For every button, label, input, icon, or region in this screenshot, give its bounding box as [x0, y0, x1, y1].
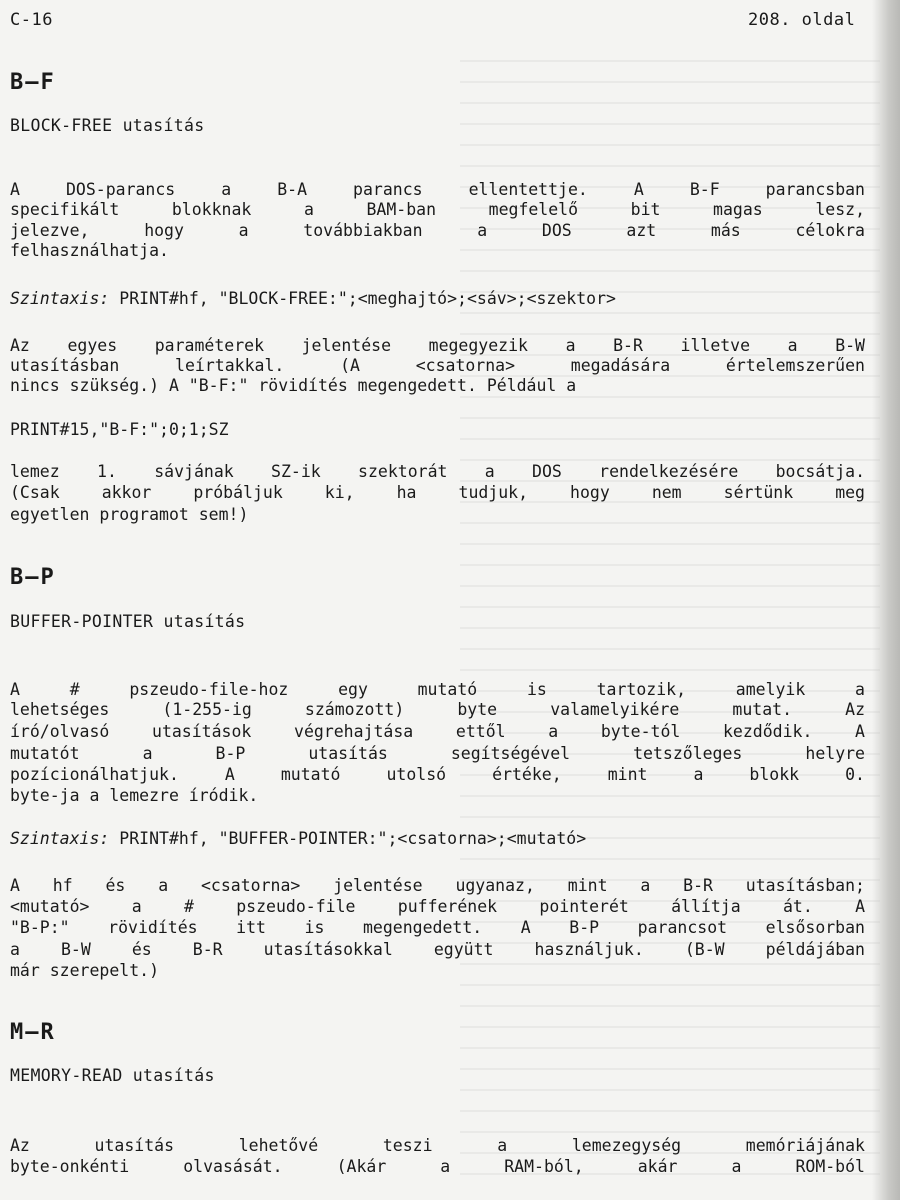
paragraph-line: író/olvasó utasítások végrehajtása ettől a byte-tól kezdődik. A — [10, 722, 865, 741]
paragraph-line: egyetlen programot sem!) — [10, 505, 249, 524]
header-page-number: 208. oldal — [748, 10, 856, 30]
paragraph-line: utasításban leírtakkal. (A <csatorna> megadására értelemszerűen — [10, 356, 865, 375]
paragraph-line: lemez 1. sávjának SZ-ik szektorát a DOS rendelkezésére bocsátja. — [10, 462, 865, 481]
syntax-text: PRINT#hf, "BLOCK-FREE:";<meghajtó>;<sáv>;<szektor> — [119, 289, 616, 308]
paragraph-line: felhasználhatja. — [10, 241, 169, 260]
paragraph-line: nincs szükség.) A "B-F:" rövidítés megengedett. Például a — [10, 376, 577, 395]
section-code: B—F — [10, 70, 56, 95]
paragraph-line: specifikált blokknak a BAM-ban megfelelő bit magas lesz, — [10, 200, 865, 219]
paragraph-line: Az egyes paraméterek jelentése megegyezik a B-R illetve a B-W — [10, 336, 865, 355]
paragraph-line: byte-ja a lemezre íródik. — [10, 786, 259, 805]
paragraph-line: mutatót a B-P utasítás segítségével tetszőleges helyre — [10, 744, 865, 763]
syntax-label: Szintaxis: — [10, 829, 110, 848]
paragraph-line: (Csak akkor próbáljuk ki, ha tudjuk, hogy nem sértünk meg — [10, 483, 865, 502]
paragraph-line: jelezve, hogy a továbbiakban a DOS azt más célokra — [10, 221, 865, 240]
paragraph-line: "B-P:" rövidítés itt is megengedett. A B-P parancsot elsősorban — [10, 918, 865, 937]
paragraph-line: már szerepelt.) — [10, 961, 160, 980]
section-title: MEMORY-READ utasítás — [10, 1066, 215, 1085]
paragraph-line: pozícionálhatjuk. A mutató utolsó értéke, mint a blokk 0. — [10, 765, 865, 784]
paragraph-line: Az utasítás lehetővé teszi a lemezegység memóriájának — [10, 1136, 865, 1155]
syntax-text: PRINT#hf, "BUFFER-POINTER:";<csatorna>;<mutató> — [119, 829, 587, 848]
section-title: BUFFER-POINTER utasítás — [10, 612, 246, 631]
section-code: B—P — [10, 565, 56, 590]
page-edge-shadow — [872, 0, 900, 1200]
header-chapter: C-16 — [10, 10, 53, 30]
paragraph-line: A # pszeudo-file-hoz egy mutató is tartozik, amelyik a — [10, 680, 865, 699]
paragraph-line: A DOS-parancs a B-A parancs ellentettje. A B-F parancsban — [10, 180, 865, 199]
paragraph-line: a B-W és B-R utasításokkal együtt használjuk. (B-W példájában — [10, 940, 865, 959]
paragraph-line: byte-onkénti olvasását. (Akár a RAM-ból, akár a ROM-ból — [10, 1157, 865, 1176]
section-code: M—R — [10, 1020, 56, 1045]
code-example: PRINT#15,"B-F:";0;1;SZ — [10, 420, 229, 439]
paragraph-line: A hf és a <csatorna> jelentése ugyanaz, mint a B-R utasításban; — [10, 876, 865, 895]
syntax-line — [10, 829, 865, 849]
paragraph-line: lehetséges (1-255-ig számozott) byte valamelyikére mutat. Az — [10, 700, 865, 719]
section-title: BLOCK-FREE utasítás — [10, 116, 205, 135]
syntax-line — [10, 289, 865, 309]
syntax-label: Szintaxis: — [10, 289, 110, 308]
paragraph-line: <mutató> a # pszeudo-file pufferének pointerét állítja át. A — [10, 897, 865, 916]
